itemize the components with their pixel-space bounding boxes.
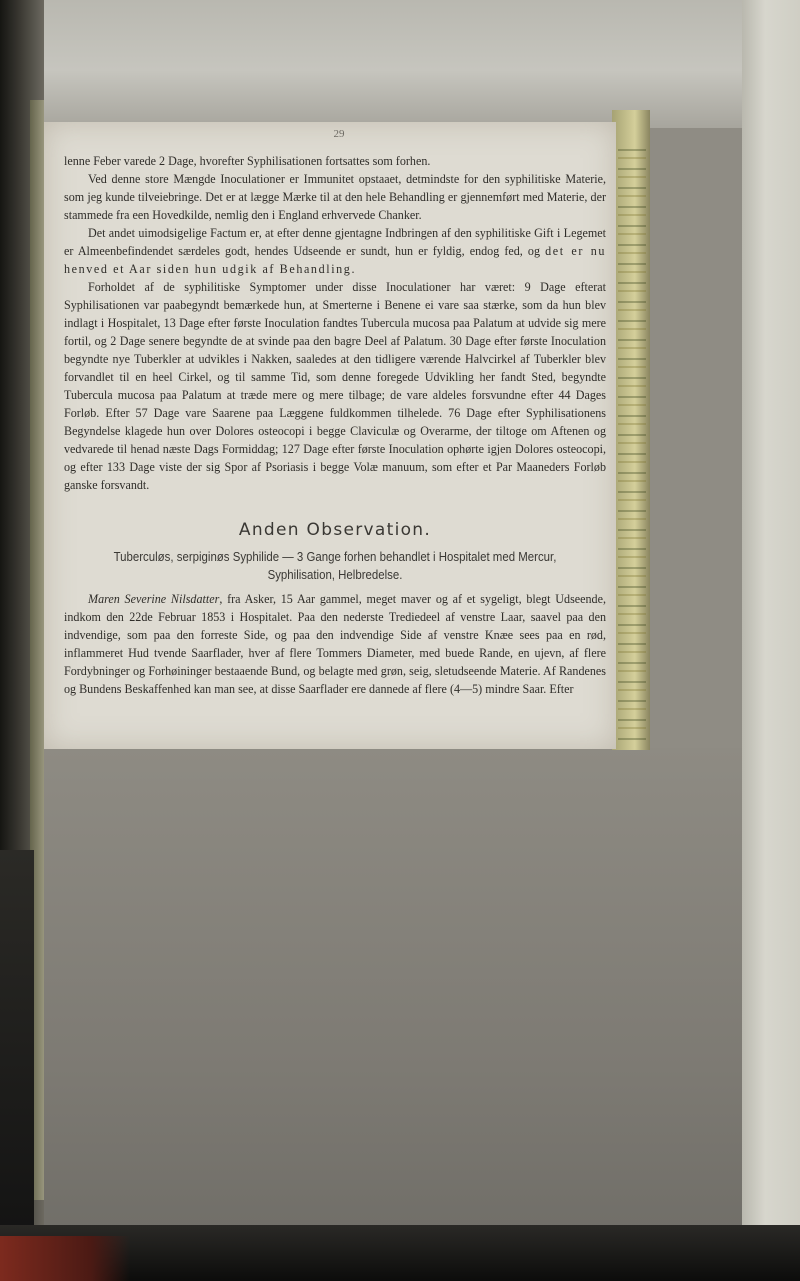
page-edge-speckle (618, 140, 646, 740)
paragraph-2: Ved denne store Mængde Inoculationer er Immunitet opstaaet, detmindste for den syphilitiske Materie, som jeg kunde tilveiebringe. Det er at lægge Mærke til at den hele Behandling er gjennemført med Materie, der stammede fra een Hovedkilde, nemlig den i England erhvervede Chanker. (64, 172, 606, 222)
section-subtitle: Tuberculøs, serpiginøs Syphilide — 3 Gange forhen behandlet i Hospitalet med Mercur, Syphilisation, Helbredelse. (113, 549, 557, 582)
scan-background-top (0, 0, 800, 128)
page-number: 29 (333, 128, 345, 140)
paragraph-3-text: Det andet uimodsigelige Factum er, at efter denne gjentagne Indbringen af den syphilitiske Gift i Legemet er Almeenbefindendet særdeles godt, hendes Udseende er sundt, hun er fyldig, endog fed, og (64, 226, 606, 258)
case-text: , fra Asker, 15 Aar gammel, meget maver og af et sygeligt, blegt Udseende, indkom den 22de Februar 1853 i Hospitalet. Paa den nederste Trediedeel af venstre Laar, saavel paa den indvendige, som paa den forreste Side, og paa den indvendige Side af venstre Knæe sees paa en rød, inflammeret Hud tvende Saarflader, hver af flere Tommers Diameter, med buede Rande, en ujevn, af flere Fordybninger og Forhøininger bestaaende Bund, og belagte med grøn, seig, sletudseende Materie. Af Randenes og Bundens Beskaffenhed kan man see, at disse Saarflader ere dannede af flere (4—5) mindre Saar. Efter (64, 592, 606, 696)
section-heading: Anden Observation. (238, 520, 432, 540)
paragraph-3-emphasis: det er nu henved et Aar siden hun udgik af Behandling. (64, 244, 607, 276)
paragraph-4: Forholdet af de syphilitiske Symptomer under disse Inoculationer har været: 9 Dage efterat Syphilisationen var paabegyndt bemærkede hun, at Smerterne i Benene ei vare saa stærke, som da hun blev indlagt i Hospitalet, 13 Dage efter første Inoculation fandtes Tubercula mucosa paa Palatum at udvide sig mere fortil, og 2 Dage senere begyndte de at svinde paa den bagre Deel af Palatum. 30 Dage efter første Inoculation begyndte nye Tuberkler at udvikles i Nakken, saaledes at den tidligere værende Halvcirkel af Tuberkler blev forvandlet til en heel Cirkel, og til samme Tid, som denne foregede Udvikling her fandt Sted, begyndte Tubercula mucosa paa Palatum at træde mere og mere tilbage; de vare aldeles forsvundne efter 44 Dages Forløb. Efter 57 Dage vare Saarene paa Læggene fuldkommen tilhelede. 76 Dage efter Syphilisationens Begyndelse klagede hun over Dolores osteocopi i begge Claviculæ og Overarme, der tiltoge om Aftenen og vedvarede til henad næste Dags Formiddag; 127 Dage efter første Inoculation ophørte igjen Dolores osteocopi, og efter 133 Dage viste der sig Spor af Psoriasis i begge Volæ manuum, som efter et Par Maaneders Forløb ganske forsvandt. (64, 280, 606, 492)
scan-background-right (742, 0, 800, 1281)
case-paragraph (64, 590, 606, 698)
patient-name: Maren Severine Nilsdatter (88, 592, 220, 606)
paragraph-1: lenne Feber varede 2 Dage, hvorefter Syphilisationen fortsattes som forhen. (64, 154, 431, 168)
page-text (64, 152, 606, 698)
paragraph-3 (64, 224, 606, 278)
book-spine-shadow (0, 850, 34, 1280)
scan-background-bottom (0, 748, 800, 1281)
book-cover-corner (0, 1236, 130, 1281)
book-page (44, 122, 616, 749)
